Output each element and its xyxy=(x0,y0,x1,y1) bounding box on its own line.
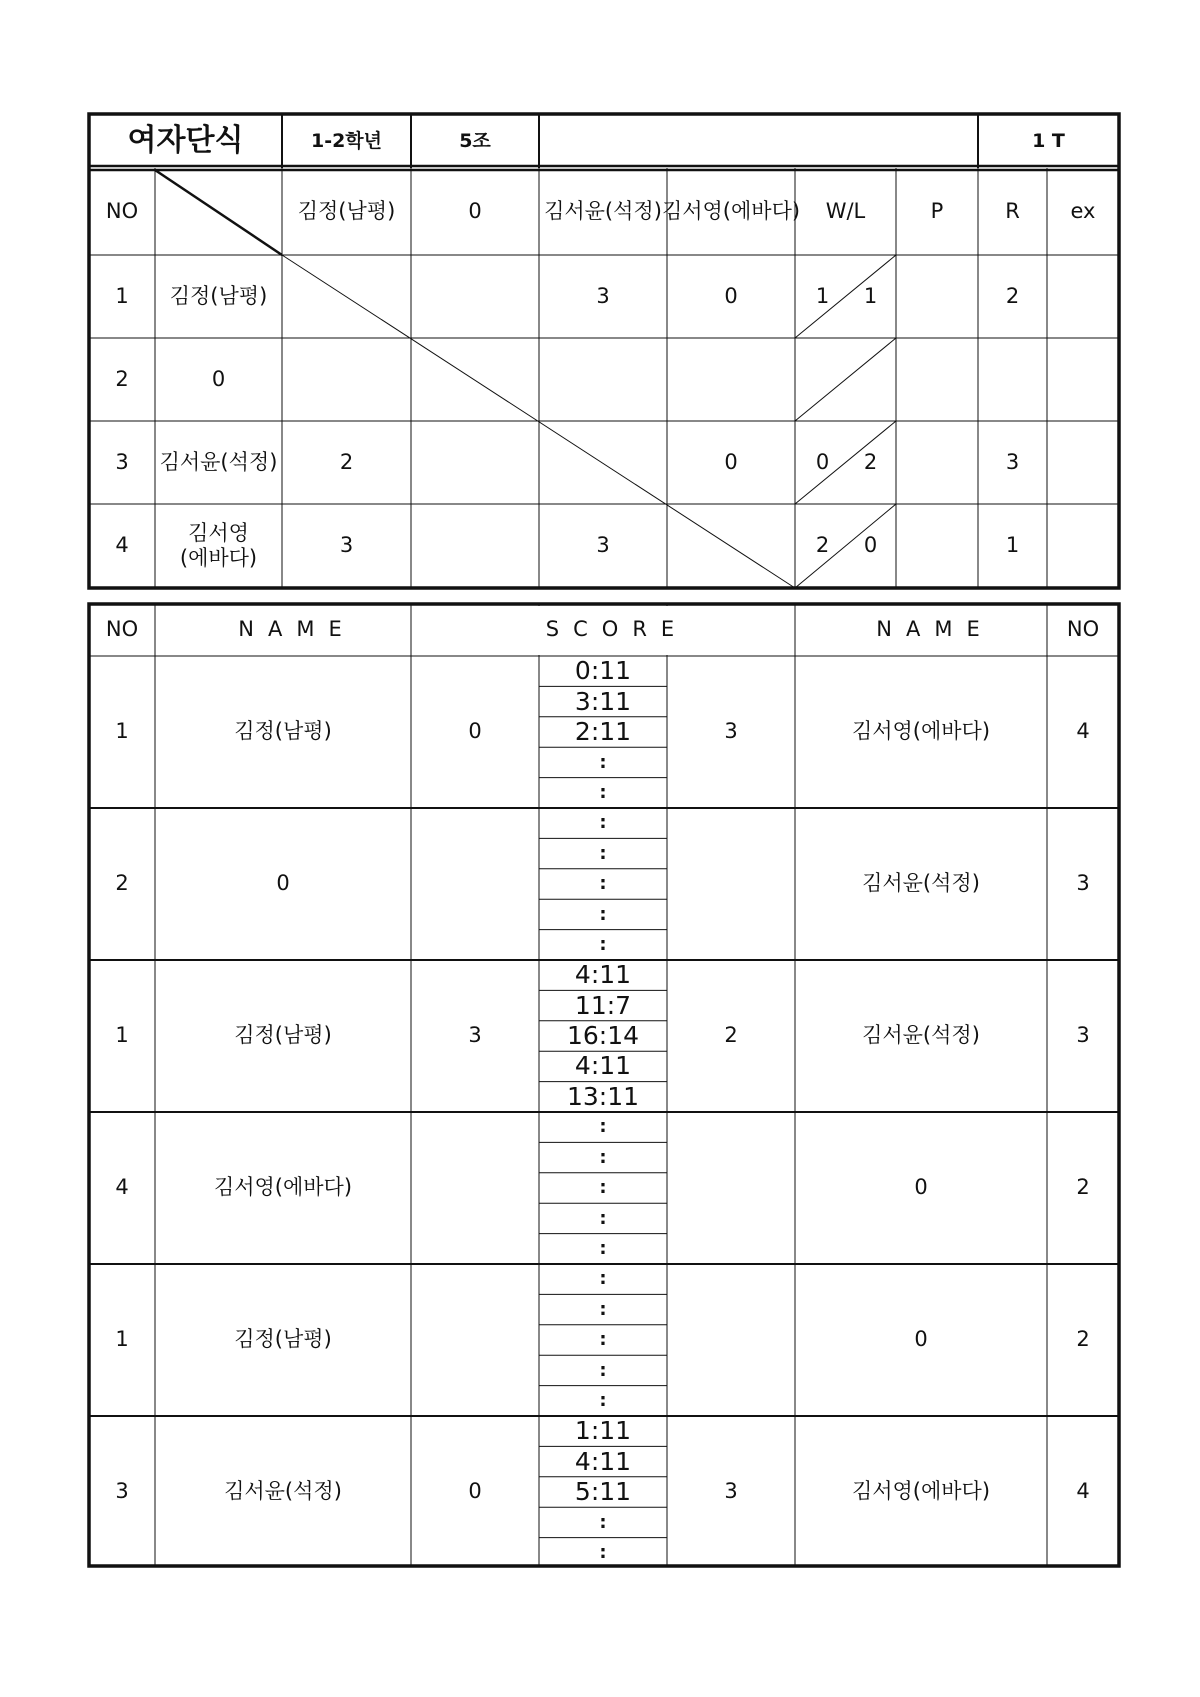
league-cell xyxy=(411,255,539,338)
league-cell xyxy=(411,421,539,504)
set-score: : xyxy=(599,933,607,955)
match-no-right: 4 xyxy=(1076,719,1090,744)
win-count: 1 xyxy=(815,283,830,308)
points-cell xyxy=(896,255,978,338)
col-header-7: R xyxy=(1005,198,1020,223)
set-score: 13:11 xyxy=(566,1081,640,1111)
match-name-left: 0 xyxy=(276,871,290,896)
win-count: 2 xyxy=(815,533,830,558)
league-cell: 3 xyxy=(596,533,610,558)
ex-cell xyxy=(1047,421,1119,504)
rank-cell: 2 xyxy=(1005,283,1020,308)
match-name-left: 김정(남평) xyxy=(234,719,332,744)
league-cell xyxy=(282,338,411,421)
set-score: : xyxy=(599,1268,607,1290)
league-cell xyxy=(667,338,795,421)
set-score: 11:7 xyxy=(574,990,632,1020)
loss-count xyxy=(848,338,893,421)
set-score: 4:11 xyxy=(574,960,632,990)
set-score: : xyxy=(599,1511,607,1533)
match-no-right: 3 xyxy=(1076,1023,1090,1048)
match-score-right xyxy=(667,1264,795,1416)
points-cell xyxy=(896,338,978,421)
league-cell: 0 xyxy=(724,449,738,474)
col-header-2: 0 xyxy=(468,198,482,223)
points-cell xyxy=(896,504,978,588)
match-score-left: 0 xyxy=(468,1479,482,1504)
set-score: 4:11 xyxy=(574,1051,632,1081)
match-name-left: 김정(남평) xyxy=(234,1327,332,1352)
match-score-left xyxy=(411,808,539,960)
match-no-left: 4 xyxy=(115,1175,129,1200)
set-score: : xyxy=(599,1298,607,1320)
match-score-left: 0 xyxy=(468,719,482,744)
league-cell xyxy=(539,338,667,421)
league-row-no: 1 xyxy=(115,283,129,308)
league-cell xyxy=(411,504,539,588)
league-cell xyxy=(411,338,539,421)
header-blank xyxy=(539,114,978,168)
corner-diagonal xyxy=(155,170,282,255)
match-col-score: SCORE xyxy=(545,617,689,642)
match-name-right: 김서윤(석정) xyxy=(862,1023,980,1048)
col-header-5: W/L xyxy=(825,198,866,223)
set-score: : xyxy=(599,1146,607,1168)
league-cell xyxy=(667,504,795,588)
col-header-4: 김서영(에바다) xyxy=(661,198,801,223)
rank-cell: 3 xyxy=(1005,449,1020,474)
match-col-name-right: NAME xyxy=(876,617,994,642)
set-score: 4:11 xyxy=(574,1446,632,1476)
match-no-left: 1 xyxy=(115,1327,129,1352)
match-name-right: 김서윤(석정) xyxy=(862,871,980,896)
set-score: : xyxy=(599,1359,607,1381)
match-name-left: 김정(남평) xyxy=(234,1023,332,1048)
match-score-right xyxy=(667,1112,795,1264)
match-col-no-left: NO xyxy=(105,617,139,642)
league-cell: 0 xyxy=(724,283,738,308)
match-score-left xyxy=(411,1264,539,1416)
set-score: 5:11 xyxy=(574,1476,632,1506)
match-name-right: 0 xyxy=(914,1175,928,1200)
col-header-8: ex xyxy=(1070,198,1096,223)
set-score: 1:11 xyxy=(574,1416,632,1446)
match-score-right: 2 xyxy=(724,1023,738,1048)
set-score: : xyxy=(599,1116,607,1138)
set-score: : xyxy=(599,903,607,925)
grade-label: 1-2학년 xyxy=(310,129,383,152)
group-label: 5조 xyxy=(459,129,491,152)
set-score: : xyxy=(599,812,607,834)
set-score: : xyxy=(599,1541,607,1563)
col-header-3: 김서윤(석정) xyxy=(544,198,662,223)
match-no-left: 2 xyxy=(115,871,129,896)
league-cell xyxy=(539,421,667,504)
ex-cell xyxy=(1047,504,1119,588)
match-name-right: 0 xyxy=(914,1327,928,1352)
set-score: : xyxy=(599,842,607,864)
col-no-header: NO xyxy=(105,198,139,223)
league-row-no: 2 xyxy=(115,366,129,391)
match-score-right: 3 xyxy=(724,719,738,744)
win-count: 0 xyxy=(815,449,830,474)
set-score: : xyxy=(599,1207,607,1229)
set-score: : xyxy=(599,873,607,895)
set-score: 2:11 xyxy=(574,716,632,746)
match-col-no-right: NO xyxy=(1066,617,1100,642)
set-score: 0:11 xyxy=(574,656,632,686)
match-name-left: 김서영(에바다) xyxy=(213,1175,353,1200)
loss-count: 0 xyxy=(863,533,878,558)
match-no-right: 3 xyxy=(1076,871,1090,896)
ex-cell xyxy=(1047,338,1119,421)
match-col-name-left: NAME xyxy=(238,617,356,642)
win-count xyxy=(800,338,845,421)
league-cell xyxy=(282,255,411,338)
league-row-name: 0 xyxy=(211,366,226,391)
set-score: : xyxy=(599,1389,607,1411)
match-score-right xyxy=(667,808,795,960)
loss-count: 2 xyxy=(863,449,878,474)
league-cell: 3 xyxy=(339,533,354,558)
match-name-right: 김서영(에바다) xyxy=(851,719,991,744)
event-title: 여자단식 xyxy=(127,123,244,158)
set-score: : xyxy=(599,751,607,773)
league-cell: 2 xyxy=(339,449,354,474)
match-no-left: 1 xyxy=(115,719,129,744)
rank-cell: 1 xyxy=(1005,533,1020,558)
set-score: 16:14 xyxy=(566,1020,640,1050)
league-cell: 3 xyxy=(596,283,610,308)
match-score-left xyxy=(411,1112,539,1264)
table-number: 1 T xyxy=(1032,129,1065,152)
points-cell xyxy=(896,421,978,504)
match-no-right: 2 xyxy=(1076,1327,1090,1352)
league-row-name: 김정(남평) xyxy=(169,283,268,308)
set-score: : xyxy=(599,1177,607,1199)
league-row-name: 김서영 (에바다) xyxy=(179,520,258,570)
league-row-no: 3 xyxy=(115,449,129,474)
rank-cell xyxy=(978,338,1047,421)
match-no-left: 3 xyxy=(115,1479,129,1504)
match-score-right: 3 xyxy=(724,1479,738,1504)
match-name-right: 김서영(에바다) xyxy=(851,1479,991,1504)
match-score-left: 3 xyxy=(468,1023,482,1048)
col-header-6: P xyxy=(930,198,944,223)
set-score: : xyxy=(599,781,607,803)
col-header-1: 김정(남평) xyxy=(297,198,396,223)
league-row-name: 김서윤(석정) xyxy=(159,449,278,474)
set-score: : xyxy=(599,1237,607,1259)
match-no-left: 1 xyxy=(115,1023,129,1048)
ex-cell xyxy=(1047,255,1119,338)
match-no-right: 2 xyxy=(1076,1175,1090,1200)
league-row-no: 4 xyxy=(115,533,129,558)
loss-count: 1 xyxy=(863,283,878,308)
set-score: 3:11 xyxy=(574,686,632,716)
match-no-right: 4 xyxy=(1076,1479,1090,1504)
set-score: : xyxy=(599,1329,607,1351)
match-name-left: 김서윤(석정) xyxy=(224,1479,342,1504)
